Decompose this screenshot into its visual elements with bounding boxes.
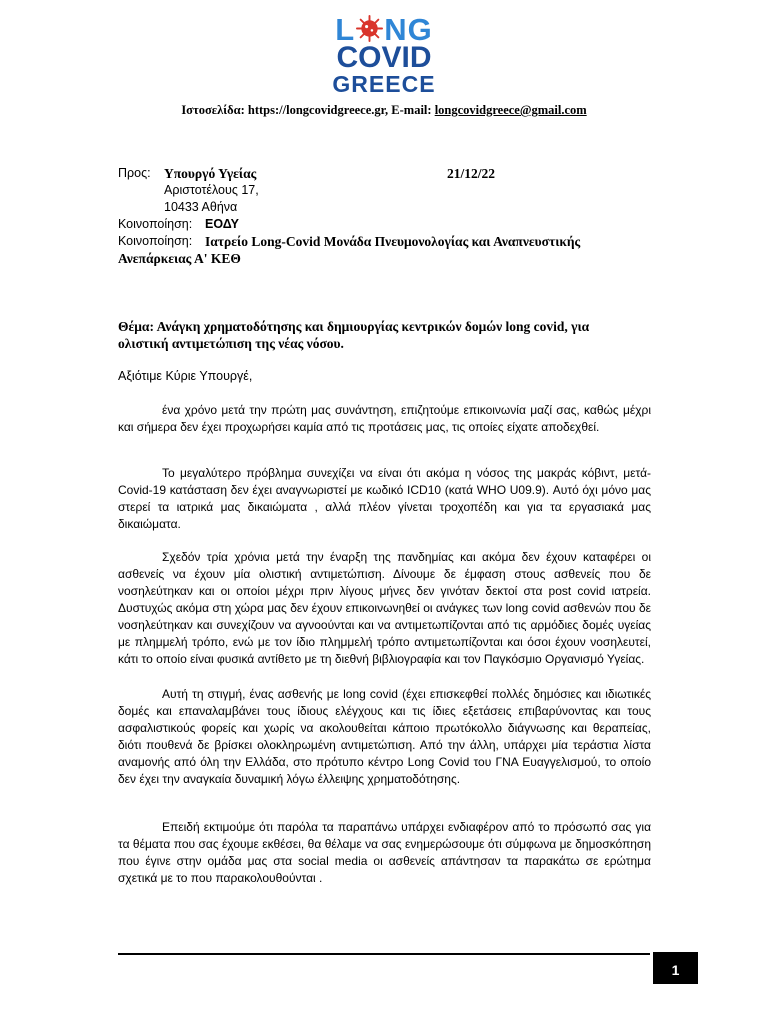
footer-rule: [118, 953, 650, 955]
email-link[interactable]: longcovidgreece@gmail.com: [434, 103, 587, 117]
logo-long: [326, 12, 442, 47]
website-text: Ιστοσελίδα: https://longcovidgreece.gr, E-mail:: [181, 103, 435, 117]
cc-label-1: Κοινοποίηση:: [118, 217, 193, 231]
to-label: Προς:: [118, 166, 151, 180]
paragraph-4: Αυτή τη στιγμή, ένας ασθενής με long covid (έχει επισκεφθεί πολλές δημόσιες και ιδιωτικές δομές και επαναλαμβάνει τους ίδιους ελέγχους και τις ίδιες εξετάσεις επιβαρύνοντας και τους ασφαλιστικούς φορείς και χωρίς να ακολουθείται κάποιο πρωτόκολλο διάγνωσης και θεραπείας, διότι πουθενά δε βρίσκει ολοκληρωμένη αντιμετώπιση. Από την άλλη, υπάρχει μία τεράστια λίστα αναμονής από όλη την Ελλάδα, στο πρότυπο κέντρο Long Covid του ΓΝΑ Ευαγγελισμού, το οποίο δεν έχει την αναγκαία δυναμική λόγω έλλειψης χρηματοδότησης.: [118, 687, 651, 786]
page-number: 1: [653, 952, 698, 984]
to-name: Υπουργό Υγείας: [164, 166, 257, 181]
paragraph-2: Το μεγαλύτερο πρόβλημα συνεχίζει να είναι ότι ακόμα η νόσος της μακράς κόβιντ, μετά-Covid-19 κατάσταση δεν έχει αναγνωριστεί με κωδικό ICD10 (κατά WHO U09.9). Αυτό όχι μόνο μας στερεί τα ιατρικά μας δικαιώματα , αλλά πλέον γίνεται τροχοπέδη και για τα εργασιακά μας δικαιώματα.: [118, 466, 651, 531]
logo-greece: GREECE: [332, 71, 436, 97]
virus-icon: [356, 15, 383, 42]
logo-letter-l: L: [335, 12, 356, 47]
paragraph-5: Επειδή εκτιμούμε ότι παρόλα τα παραπάνω υπάρχει ενδιαφέρον από το πρόσωπό σας για τα θέματα που σας έχουμε εκθέσει, θα θέλαμε να σας ενημερώσουμε ότι σύμφωνα με δημοσκόπηση που έγινε στην ομάδα μας στα social media οι ασθενείς απάντησαν τα παρακάτω σε ερώτημα σχετικά με το που παρακολουθούνται .: [118, 820, 651, 885]
subject-line-1: Θέμα: Ανάγκη χρηματοδότησης και δημιουργίας κεντρικών δομών long covid, για: [118, 319, 590, 334]
cc-2-line-1: Ιατρείο Long-Covid Μονάδα Πνευμονολογίας και Αναπνευστικής: [205, 234, 581, 249]
logo-letters-ng: NG: [384, 12, 433, 47]
contact-line: [0, 103, 768, 118]
paragraph-3: Σχεδόν τρία χρόνια μετά την έναρξη της πανδημίας και ακόμα δεν έχουν καταφέρει οι ασθενείς να έχουν μία ολιστική αντιμετώπιση. Δίνουμε δε έμφαση στους ασθενείς που δε νοσηλεύτηκαν και οι οποίοι μέχρι πριν λίγους μήνες δεν γινόταν δεκτοί στα post covid ιατρεία. Δυστυχώς ακόμα στη χώρα μας δεν έχουν επικοινωνηθεί οι ανάγκες των long covid ασθενών που δε νοσηλεύτηκαν και συνεχίζουν να αγνοούνται και να αντιμετωπίζονται από τις αρμόδιες δομές υγείας με πλημμελή τρόπο, ενώ με τον ίδιο πλημμελή τρόπο αντιμετωπίζονται και όσοι έχουν νοσηλευτεί, κάτι το οποίο είναι φυσικά αντίθετο με τη διεθνή βιβλιογραφία και τον Παγκόσμιο Οργανισμό Υγείας.: [118, 550, 651, 666]
cc-1: ΕΟΔΥ: [205, 217, 239, 231]
address-line-1: Αριστοτέλους 17,: [164, 183, 259, 197]
letter-date: 21/12/22: [447, 166, 496, 181]
subject-line-2: ολιστική αντιμετώπιση της νέας νόσου.: [118, 336, 344, 351]
logo-covid: COVID: [336, 41, 432, 74]
logo: [326, 14, 442, 100]
greeting: Αξιότιμε Κύριε Υπουργέ,: [118, 369, 253, 383]
cc-label-2: Κοινοποίηση:: [118, 234, 193, 248]
paragraph-1: ένα χρόνο μετά την πρώτη μας συνάντηση, επιζητούμε επικοινωνία μαζί σας, καθώς μέχρι και σήμερα δεν έχει προχωρήσει καμία από τις προτάσεις μας, τις οποίες είχατε αποδεχθεί.: [118, 403, 651, 434]
cc-2-line-2: Ανεπάρκειας Α' ΚΕΘ: [118, 251, 241, 266]
address-line-2: 10433 Αθήνα: [164, 200, 238, 214]
